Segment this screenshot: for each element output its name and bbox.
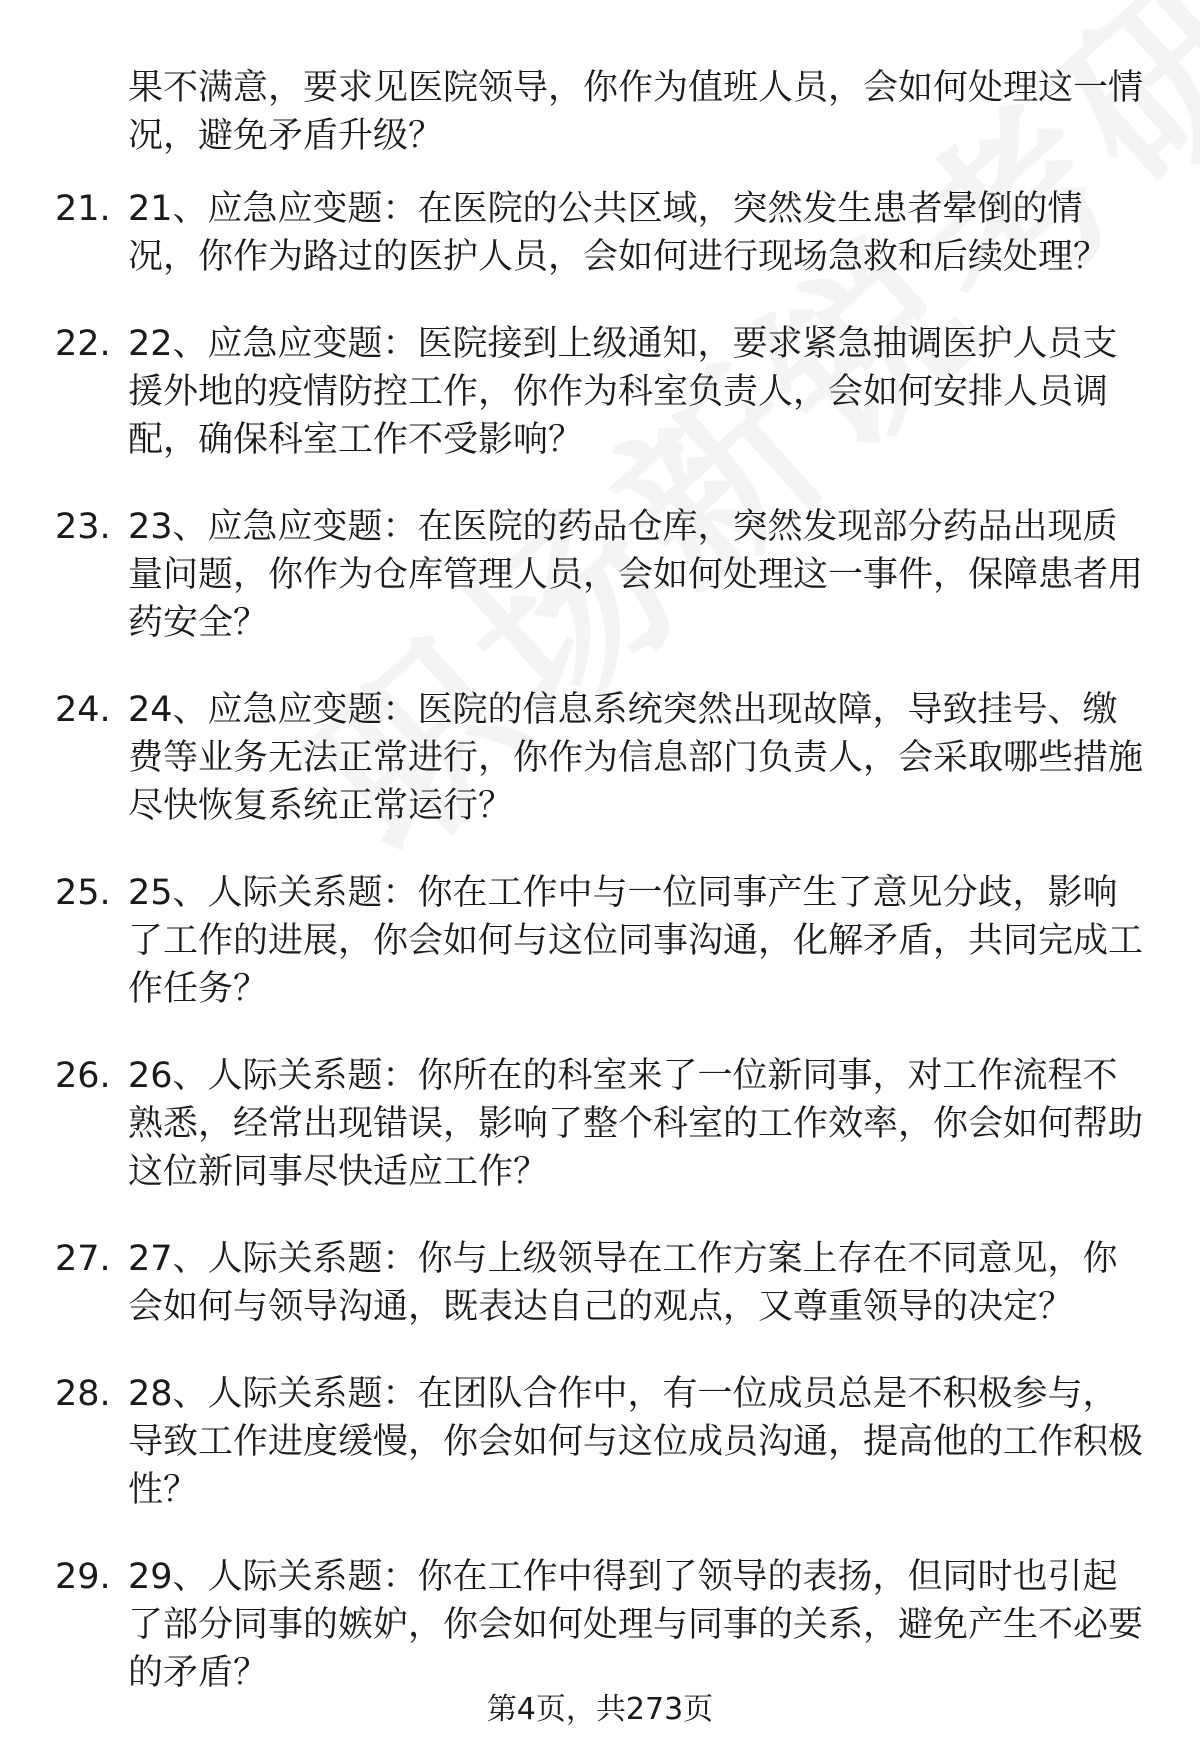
- question-text: 27、人际关系题：你与上级领导在工作方案上存在不同意见，你会如何与领导沟通，既表达自己的观点，又尊重领导的决定？: [128, 1239, 1118, 1327]
- question-number: 22.: [55, 324, 111, 364]
- question-number: 24.: [55, 690, 111, 730]
- question-item: [0, 686, 1148, 830]
- question-text: 22、应急应变题：医院接到上级通知，要求紧急抽调医护人员支援外地的疫情防控工作，你作为科室负责人，会如何安排人员调配，确保科室工作不受影响？: [128, 324, 1118, 460]
- question-number: 26.: [55, 1056, 111, 1096]
- question-number: 23.: [55, 507, 111, 547]
- question-number: 25.: [55, 873, 111, 913]
- question-text: 26、人际关系题：你所在的科室来了一位新同事，对工作流程不熟悉，经常出现错误，影响了整个科室的工作效率，你会如何帮助这位新同事尽快适应工作？: [128, 1056, 1144, 1192]
- question-number: 29.: [55, 1557, 111, 1597]
- question-text: 29、人际关系题：你在工作中得到了领导的表扬，但同时也引起了部分同事的嫉妒，你会如何处理与同事的关系，避免产生不必要的矛盾？: [128, 1557, 1144, 1693]
- question-item: [0, 320, 1148, 464]
- question-number: 21.: [55, 189, 111, 229]
- question-item: [0, 869, 1148, 1013]
- question-text: 28、人际关系题：在团队合作中，有一位成员总是不积极参与，导致工作进度缓慢，你会如何与这位成员沟通，提高他的工作积极性？: [128, 1374, 1144, 1510]
- continued-paragraph: 果不满意，要求见医院领导，你作为值班人员，会如何处理这一情况，避免矛盾升级？: [128, 68, 1144, 156]
- question-number: 28.: [55, 1374, 111, 1414]
- question-item: [0, 1235, 1148, 1331]
- question-text: 24、应急应变题：医院的信息系统突然出现故障，导致挂号、缴费等业务无法正常进行，你作为信息部门负责人，会采取哪些措施尽快恢复系统正常运行？: [128, 690, 1144, 826]
- question-number: 27.: [55, 1239, 111, 1279]
- question-item: [0, 185, 1148, 281]
- question-item: [0, 1370, 1148, 1514]
- question-text: 21、应急应变题：在医院的公共区域，突然发生患者晕倒的情况，你作为路过的医护人员，会如何进行现场急救和后续处理？: [128, 189, 1109, 277]
- question-item: [0, 1052, 1148, 1196]
- question-text: 25、人际关系题：你在工作中与一位同事产生了意见分歧，影响了工作的进展，你会如何与这位同事沟通，化解矛盾，共同完成工作任务？: [128, 873, 1144, 1009]
- page-footer: 第4页，共273页: [486, 1692, 714, 1727]
- question-list: [0, 185, 1200, 1736]
- question-item: [0, 1553, 1148, 1697]
- question-item: [0, 503, 1148, 647]
- question-text: 23、应急应变题：在医院的药品仓库，突然发现部分药品出现质量问题，你作为仓库管理人员，会如何处理这一事件，保障患者用药安全？: [128, 507, 1144, 643]
